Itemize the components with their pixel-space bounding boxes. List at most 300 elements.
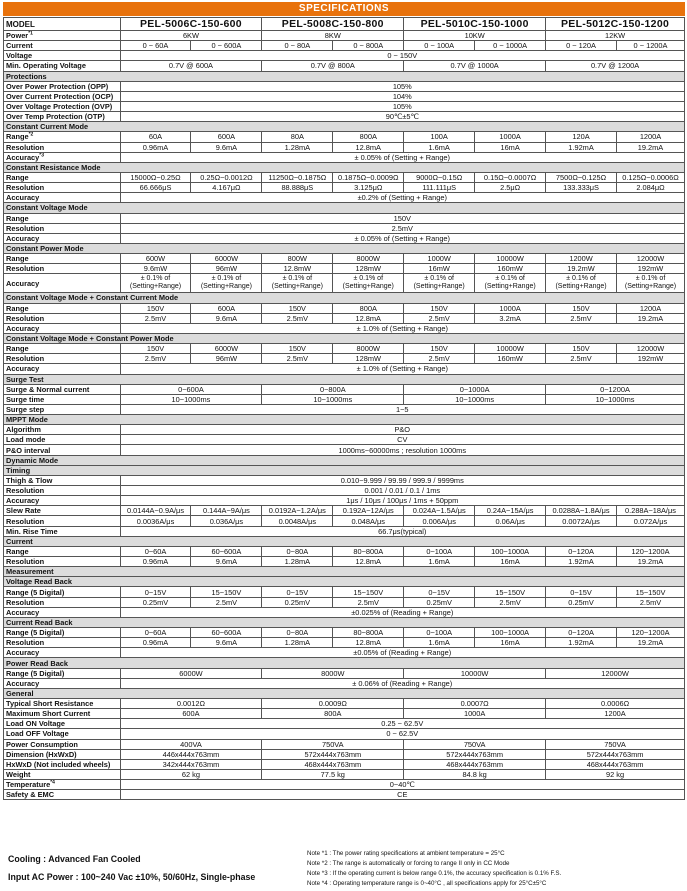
spec-value: 10~1000ms <box>120 394 262 404</box>
spec-row <box>4 648 685 658</box>
spec-value: 8KW <box>262 31 404 41</box>
spec-value: 2.5mV <box>546 313 617 323</box>
row-label-text: Range <box>6 132 29 142</box>
spec-value: 66.666μS <box>120 183 191 193</box>
spec-value: 11250Ω~0.1875Ω <box>262 172 333 182</box>
row-label-text: Resolution <box>6 223 45 233</box>
row-label-text: Constant Current Mode <box>6 122 89 132</box>
spec-value: 150V <box>120 344 191 354</box>
row-label <box>4 628 121 638</box>
spec-value: 0 ~ 62.5V <box>120 729 684 739</box>
spec-value: 19.2mA <box>617 638 685 648</box>
row-label-text: Range <box>6 173 29 183</box>
row-label-text: Typical Short Resistance <box>6 699 94 709</box>
spec-value: 0.25 ~ 62.5V <box>120 719 684 729</box>
spec-value: 10KW <box>404 31 546 41</box>
spec-value: 6KW <box>120 31 262 41</box>
spec-value: 1.92mA <box>546 142 617 152</box>
spec-row <box>4 223 685 233</box>
spec-value: 0 ~ 120A <box>546 41 617 51</box>
spec-value: 150V <box>120 213 684 223</box>
spec-row <box>4 486 685 496</box>
spec-value: 0.144A~9A/μs <box>191 506 262 516</box>
spec-value: ± 1.0% of (Setting + Range) <box>120 364 684 374</box>
spec-value: 0.0048A/μs <box>262 516 333 526</box>
row-label <box>4 152 121 162</box>
spec-value: 6000W <box>191 254 262 264</box>
spec-value: ± 0.1% of (Setting+Range) <box>546 274 617 293</box>
spec-value: 0~800A <box>262 384 404 394</box>
spec-value: 2.5mV <box>120 354 191 364</box>
spec-table <box>3 17 685 800</box>
spec-row <box>4 435 685 445</box>
note-3: Note *3 : If the operating current is below range 0.1%, the accuracy specification is 0.1% F.S. <box>307 870 562 877</box>
row-label-text: Load ON Voltage <box>6 719 65 729</box>
spec-value: 12000W <box>546 668 685 678</box>
spec-value: 10000W <box>475 344 546 354</box>
spec-row <box>4 790 685 800</box>
row-label-text: Accuracy <box>6 678 40 688</box>
spec-value: ±0.2% of (Setting + Range) <box>120 193 684 203</box>
spec-row <box>4 112 685 122</box>
spec-value: 10~1000ms <box>404 394 546 404</box>
spec-value: 0.96mA <box>120 557 191 567</box>
spec-value: 0~40℃ <box>120 780 684 790</box>
spec-value: 2.5mV <box>191 597 262 607</box>
spec-value: 120A <box>546 132 617 142</box>
spec-row <box>4 769 685 779</box>
spec-value: 100A <box>404 132 475 142</box>
spec-value: 0.0288A~1.8A/μs <box>546 506 617 516</box>
spec-value: 0.96mA <box>120 638 191 648</box>
section-title <box>4 243 685 253</box>
spec-value: 2.5mV <box>404 354 475 364</box>
spec-value: 92 kg <box>546 769 685 779</box>
row-label <box>4 303 121 313</box>
spec-value: 0.010~9.999 / 99.99 / 999.9 / 9999ms <box>120 475 684 485</box>
spec-value: 88.888μS <box>262 183 333 193</box>
section-title <box>4 688 685 698</box>
spec-value: 19.2mW <box>546 264 617 274</box>
spec-row <box>4 41 685 51</box>
spec-value: 12.8mW <box>262 264 333 274</box>
spec-value: 0 ~ 800A <box>333 41 404 51</box>
spec-value: 400VA <box>120 739 262 749</box>
spec-value: 0~60A <box>120 546 191 556</box>
spec-value: 105% <box>120 101 684 111</box>
row-label <box>4 678 121 688</box>
spec-value: 572x444x763mm <box>262 749 404 759</box>
row-label <box>4 709 121 719</box>
row-label-text: Resolution <box>6 486 45 496</box>
spec-value: 0~15V <box>262 587 333 597</box>
spec-value: 8000W <box>333 254 404 264</box>
spec-row <box>4 425 685 435</box>
spec-row <box>4 183 685 193</box>
spec-row <box>4 699 685 709</box>
section-header-row <box>4 162 685 172</box>
spec-value: 100~1000A <box>475 628 546 638</box>
spec-value: ±0.025% of (Reading + Range) <box>120 607 684 617</box>
spec-value: 1200A <box>546 709 685 719</box>
section-title <box>4 536 685 546</box>
spec-value: 0.7V @ 600A <box>120 61 262 71</box>
spec-value: ± 0.05% of (Setting + Range) <box>120 233 684 243</box>
spec-value: 10~1000ms <box>546 394 685 404</box>
row-label <box>4 344 121 354</box>
section-title <box>4 203 685 213</box>
spec-row <box>4 264 685 274</box>
spec-row <box>4 587 685 597</box>
spec-value: 468x444x763mm <box>404 759 546 769</box>
spec-value: 90℃±5℃ <box>120 112 684 122</box>
row-label-text: Range <box>6 254 29 264</box>
spec-value: 9.6mA <box>191 313 262 323</box>
row-label-text: HxWxD (Not included wheels) <box>6 759 111 769</box>
section-header-row <box>4 536 685 546</box>
section-title <box>4 293 685 303</box>
spec-value: 10000W <box>475 254 546 264</box>
spec-value: 0.25mV <box>404 597 475 607</box>
spec-value: 60~600A <box>191 546 262 556</box>
spec-value: 9.6mA <box>191 638 262 648</box>
spec-value: 0~15V <box>546 587 617 597</box>
row-label <box>4 699 121 709</box>
section-title <box>4 617 685 627</box>
spec-value: 0.25mV <box>262 597 333 607</box>
row-label-text: Range <box>6 344 29 354</box>
row-label-text: Surge & Normal current <box>6 384 90 394</box>
row-label-text: Accuracy <box>6 278 40 288</box>
spec-value: 1.6mA <box>404 638 475 648</box>
section-header-row <box>4 243 685 253</box>
spec-value: ± 1.0% of (Setting + Range) <box>120 323 684 333</box>
spec-row <box>4 496 685 506</box>
spec-value: 468x444x763mm <box>262 759 404 769</box>
spec-value: 468x444x763mm <box>546 759 685 769</box>
footnote-marker: *4 <box>50 779 55 786</box>
spec-value: 1000A <box>475 132 546 142</box>
row-label <box>4 475 121 485</box>
row-label <box>4 607 121 617</box>
row-label <box>4 51 121 61</box>
section-header-row <box>4 122 685 132</box>
spec-row <box>4 475 685 485</box>
section-title <box>4 374 685 384</box>
row-label-text: Constant Voltage Mode + Constant Current Mode <box>6 293 179 303</box>
row-label-text: Thigh & Tlow <box>6 475 53 485</box>
row-label <box>4 354 121 364</box>
row-label <box>4 233 121 243</box>
row-label <box>4 404 121 414</box>
spec-value: 0.036A/μs <box>191 516 262 526</box>
spec-value: 0.0144A~0.9A/μs <box>120 506 191 516</box>
spec-row <box>4 729 685 739</box>
row-label-text: Voltage Read Back <box>6 577 72 587</box>
row-label-text: Min. Operating Voltage <box>6 61 86 71</box>
row-label <box>4 587 121 597</box>
spec-value: 15~150V <box>617 587 685 597</box>
row-label <box>4 445 121 455</box>
section-header-row <box>4 567 685 577</box>
spec-value: 2.5mV <box>333 597 404 607</box>
spec-value: 1~5 <box>120 404 684 414</box>
section-header-row <box>4 658 685 668</box>
row-label <box>4 142 121 152</box>
spec-value: 9.6mA <box>191 557 262 567</box>
spec-row <box>4 344 685 354</box>
spec-value: 572x444x763mm <box>404 749 546 759</box>
spec-value: 0.0007Ω <box>404 699 546 709</box>
spec-value: 96mW <box>191 264 262 274</box>
spec-row <box>4 678 685 688</box>
row-label-text: Power Consumption <box>6 739 78 749</box>
spec-value: 1.92mA <box>546 557 617 567</box>
row-label-text: Accuracy <box>6 648 40 658</box>
spec-value: ± 0.1% of (Setting+Range) <box>404 274 475 293</box>
row-label-text: Constant Voltage Mode + Constant Power Mode <box>6 334 174 343</box>
spec-value: 150V <box>120 303 191 313</box>
spec-value: 10000W <box>404 668 546 678</box>
spec-row <box>4 354 685 364</box>
spec-row <box>4 61 685 71</box>
note-2: Note *2 : The range is automatically or forcing to range II only in CC Mode <box>307 860 510 867</box>
spec-value: 12KW <box>546 31 685 41</box>
spec-value: 100~1000A <box>475 546 546 556</box>
spec-value: 1.28mA <box>262 557 333 567</box>
row-label-text: Resolution <box>6 597 45 607</box>
spec-row <box>4 780 685 790</box>
row-label <box>4 526 121 536</box>
spec-value: 150V <box>262 303 333 313</box>
spec-row <box>4 749 685 759</box>
row-label <box>4 790 121 800</box>
spec-value: CE <box>120 790 684 800</box>
spec-row <box>4 303 685 313</box>
row-label-text: Temperature <box>6 780 51 790</box>
model-name: PEL-5006C-150-600 <box>120 18 262 31</box>
spec-value: 2.5μΩ <box>475 183 546 193</box>
spec-row <box>4 81 685 91</box>
spec-value: 600A <box>120 709 262 719</box>
spec-value: 0~120A <box>546 628 617 638</box>
spec-value: 150V <box>262 344 333 354</box>
spec-value: 0 ~ 100A <box>404 41 475 51</box>
footnote-marker: *1 <box>28 30 33 37</box>
spec-value: 1.28mA <box>262 142 333 152</box>
spec-row <box>4 233 685 243</box>
spec-value: 2.5mV <box>120 313 191 323</box>
spec-value: 0.006A/μs <box>404 516 475 526</box>
row-label-text: Algorithm <box>6 425 41 435</box>
row-label <box>4 193 121 203</box>
spec-value: 160mW <box>475 264 546 274</box>
row-label <box>4 81 121 91</box>
spec-value: 0.7V @ 1000A <box>404 61 546 71</box>
spec-value: 0.125Ω~0.0006Ω <box>617 172 685 182</box>
spec-value: 0.0072A/μs <box>546 516 617 526</box>
row-label-text: Slew Rate <box>6 506 41 516</box>
spec-value: 7500Ω~0.125Ω <box>546 172 617 182</box>
row-label <box>4 597 121 607</box>
specifications-banner: SPECIFICATIONS <box>3 2 685 16</box>
spec-value: 0~1000A <box>404 384 546 394</box>
row-label <box>4 101 121 111</box>
spec-row <box>4 739 685 749</box>
spec-value: 12.8mA <box>333 557 404 567</box>
spec-value: 8000W <box>333 344 404 354</box>
spec-value: 0~1200A <box>546 384 685 394</box>
row-label-text: Resolution <box>6 557 45 567</box>
spec-value: 16mA <box>475 638 546 648</box>
row-label-text: Resolution <box>6 638 45 648</box>
spec-value: 6000W <box>191 344 262 354</box>
spec-value: 0.24A~15A/μs <box>475 506 546 516</box>
spec-value: 0~80A <box>262 546 333 556</box>
spec-value: 1μs / 10μs / 100μs / 1ms + 50ppm <box>120 496 684 506</box>
row-label-text: Accuracy <box>6 233 40 243</box>
section-title <box>4 122 685 132</box>
row-label-text: Power Read Back <box>6 658 69 668</box>
row-label <box>4 61 121 71</box>
row-label-text: Weight <box>6 770 31 780</box>
spec-value: 2.5mV <box>617 597 685 607</box>
row-label-text: MODEL <box>6 19 35 29</box>
row-label-text: Over Power Protection (OPP) <box>6 81 109 91</box>
spec-value: 12000W <box>617 344 685 354</box>
row-label <box>4 557 121 567</box>
spec-value: 1200W <box>546 254 617 264</box>
row-label-text: Protections <box>6 71 47 81</box>
section-header-row <box>4 203 685 213</box>
row-label-text: Voltage <box>6 51 33 61</box>
row-label-text: Timing <box>6 465 31 475</box>
spec-value: ± 0.1% of (Setting+Range) <box>191 274 262 293</box>
spec-value: 1000W <box>404 254 475 264</box>
model-name: PEL-5008C-150-800 <box>262 18 404 31</box>
spec-value: 1.6mA <box>404 557 475 567</box>
spec-value: 16mW <box>404 264 475 274</box>
row-label-text: Resolution <box>6 313 45 323</box>
spec-value: 128mW <box>333 354 404 364</box>
spec-value: 60A <box>120 132 191 142</box>
spec-value: 750VA <box>546 739 685 749</box>
spec-value: ± 0.1% of (Setting+Range) <box>262 274 333 293</box>
spec-value: ± 0.1% of (Setting+Range) <box>333 274 404 293</box>
spec-value: 0.0036A/μs <box>120 516 191 526</box>
spec-row <box>4 51 685 61</box>
spec-value: 0~120A <box>546 546 617 556</box>
row-label-text: Accuracy <box>6 496 40 506</box>
row-label <box>4 729 121 739</box>
section-header-row <box>4 688 685 698</box>
spec-row <box>4 445 685 455</box>
row-label <box>4 668 121 678</box>
spec-value: 15~150V <box>333 587 404 597</box>
spec-value: 133.333μS <box>546 183 617 193</box>
spec-row <box>4 709 685 719</box>
spec-row <box>4 213 685 223</box>
row-label-text: MPPT Mode <box>6 415 48 425</box>
row-label <box>4 769 121 779</box>
spec-value: 800A <box>262 709 404 719</box>
spec-value: 0 ~ 1200A <box>617 41 685 51</box>
model-header-row <box>4 18 685 31</box>
spec-value: 0.25mV <box>120 597 191 607</box>
spec-value: 80A <box>262 132 333 142</box>
spec-value: 800W <box>262 254 333 264</box>
spec-value: 150V <box>546 303 617 313</box>
spec-row <box>4 557 685 567</box>
row-label <box>4 546 121 556</box>
section-header-row <box>4 333 685 343</box>
spec-value: 4.167μΩ <box>191 183 262 193</box>
spec-value: 2.5mV <box>262 313 333 323</box>
spec-value: 1200A <box>617 303 685 313</box>
spec-value: ± 0.06% of (Reading + Range) <box>120 678 684 688</box>
spec-value: 2.084μΩ <box>617 183 685 193</box>
section-header-row <box>4 293 685 303</box>
spec-row <box>4 254 685 264</box>
row-label-text: Current <box>6 41 33 51</box>
spec-row <box>4 364 685 374</box>
spec-value: 2.5mV <box>546 354 617 364</box>
spec-value: 84.8 kg <box>404 769 546 779</box>
spec-value: 0.0192A~1.2A/μs <box>262 506 333 516</box>
spec-value: 0.288A~18A/μs <box>617 506 685 516</box>
note-4: Note *4 : Operating temperature range is 0~40°C , all specifications apply for 25°C±5°C <box>307 880 547 887</box>
spec-value: 0.25mV <box>546 597 617 607</box>
spec-value: 0.96mA <box>120 142 191 152</box>
spec-row <box>4 101 685 111</box>
row-label <box>4 313 121 323</box>
spec-value: 0 ~ 150V <box>120 51 684 61</box>
spec-value: 6000W <box>120 668 262 678</box>
spec-value: 1000A <box>404 709 546 719</box>
row-label <box>4 41 121 51</box>
spec-value: 150V <box>546 344 617 354</box>
spec-value: 104% <box>120 91 684 101</box>
spec-value: 2.5mV <box>262 354 333 364</box>
section-title <box>4 162 685 172</box>
spec-value: 16mA <box>475 557 546 567</box>
spec-value: 12.8mA <box>333 142 404 152</box>
spec-value: 0.7V @ 1200A <box>546 61 685 71</box>
spec-value: 9.6mW <box>120 264 191 274</box>
cooling-line: Cooling : Advanced Fan Cooled <box>8 854 141 864</box>
row-label <box>4 264 121 274</box>
spec-value: 3.2mA <box>475 313 546 323</box>
row-label-text: Surge Test <box>6 374 44 384</box>
spec-value: 111.111μS <box>404 183 475 193</box>
spec-value: 77.5 kg <box>262 769 404 779</box>
row-label-text: Current <box>6 536 33 546</box>
row-label-text: Accuracy <box>6 193 40 203</box>
row-label <box>4 496 121 506</box>
row-label <box>4 394 121 404</box>
spec-value: 150V <box>404 344 475 354</box>
row-label-text: Over Voltage Protection (OVP) <box>6 102 113 112</box>
spec-value: 120~1200A <box>617 546 685 556</box>
spec-value: 105% <box>120 81 684 91</box>
row-label <box>4 435 121 445</box>
spec-value: ± 0.1% of (Setting+Range) <box>475 274 546 293</box>
row-label-text: Range (5 Digital) <box>6 628 65 638</box>
spec-value: 0.15Ω~0.0007Ω <box>475 172 546 182</box>
spec-value: 15000Ω~0.25Ω <box>120 172 191 182</box>
spec-value: 750VA <box>262 739 404 749</box>
row-label <box>4 486 121 496</box>
